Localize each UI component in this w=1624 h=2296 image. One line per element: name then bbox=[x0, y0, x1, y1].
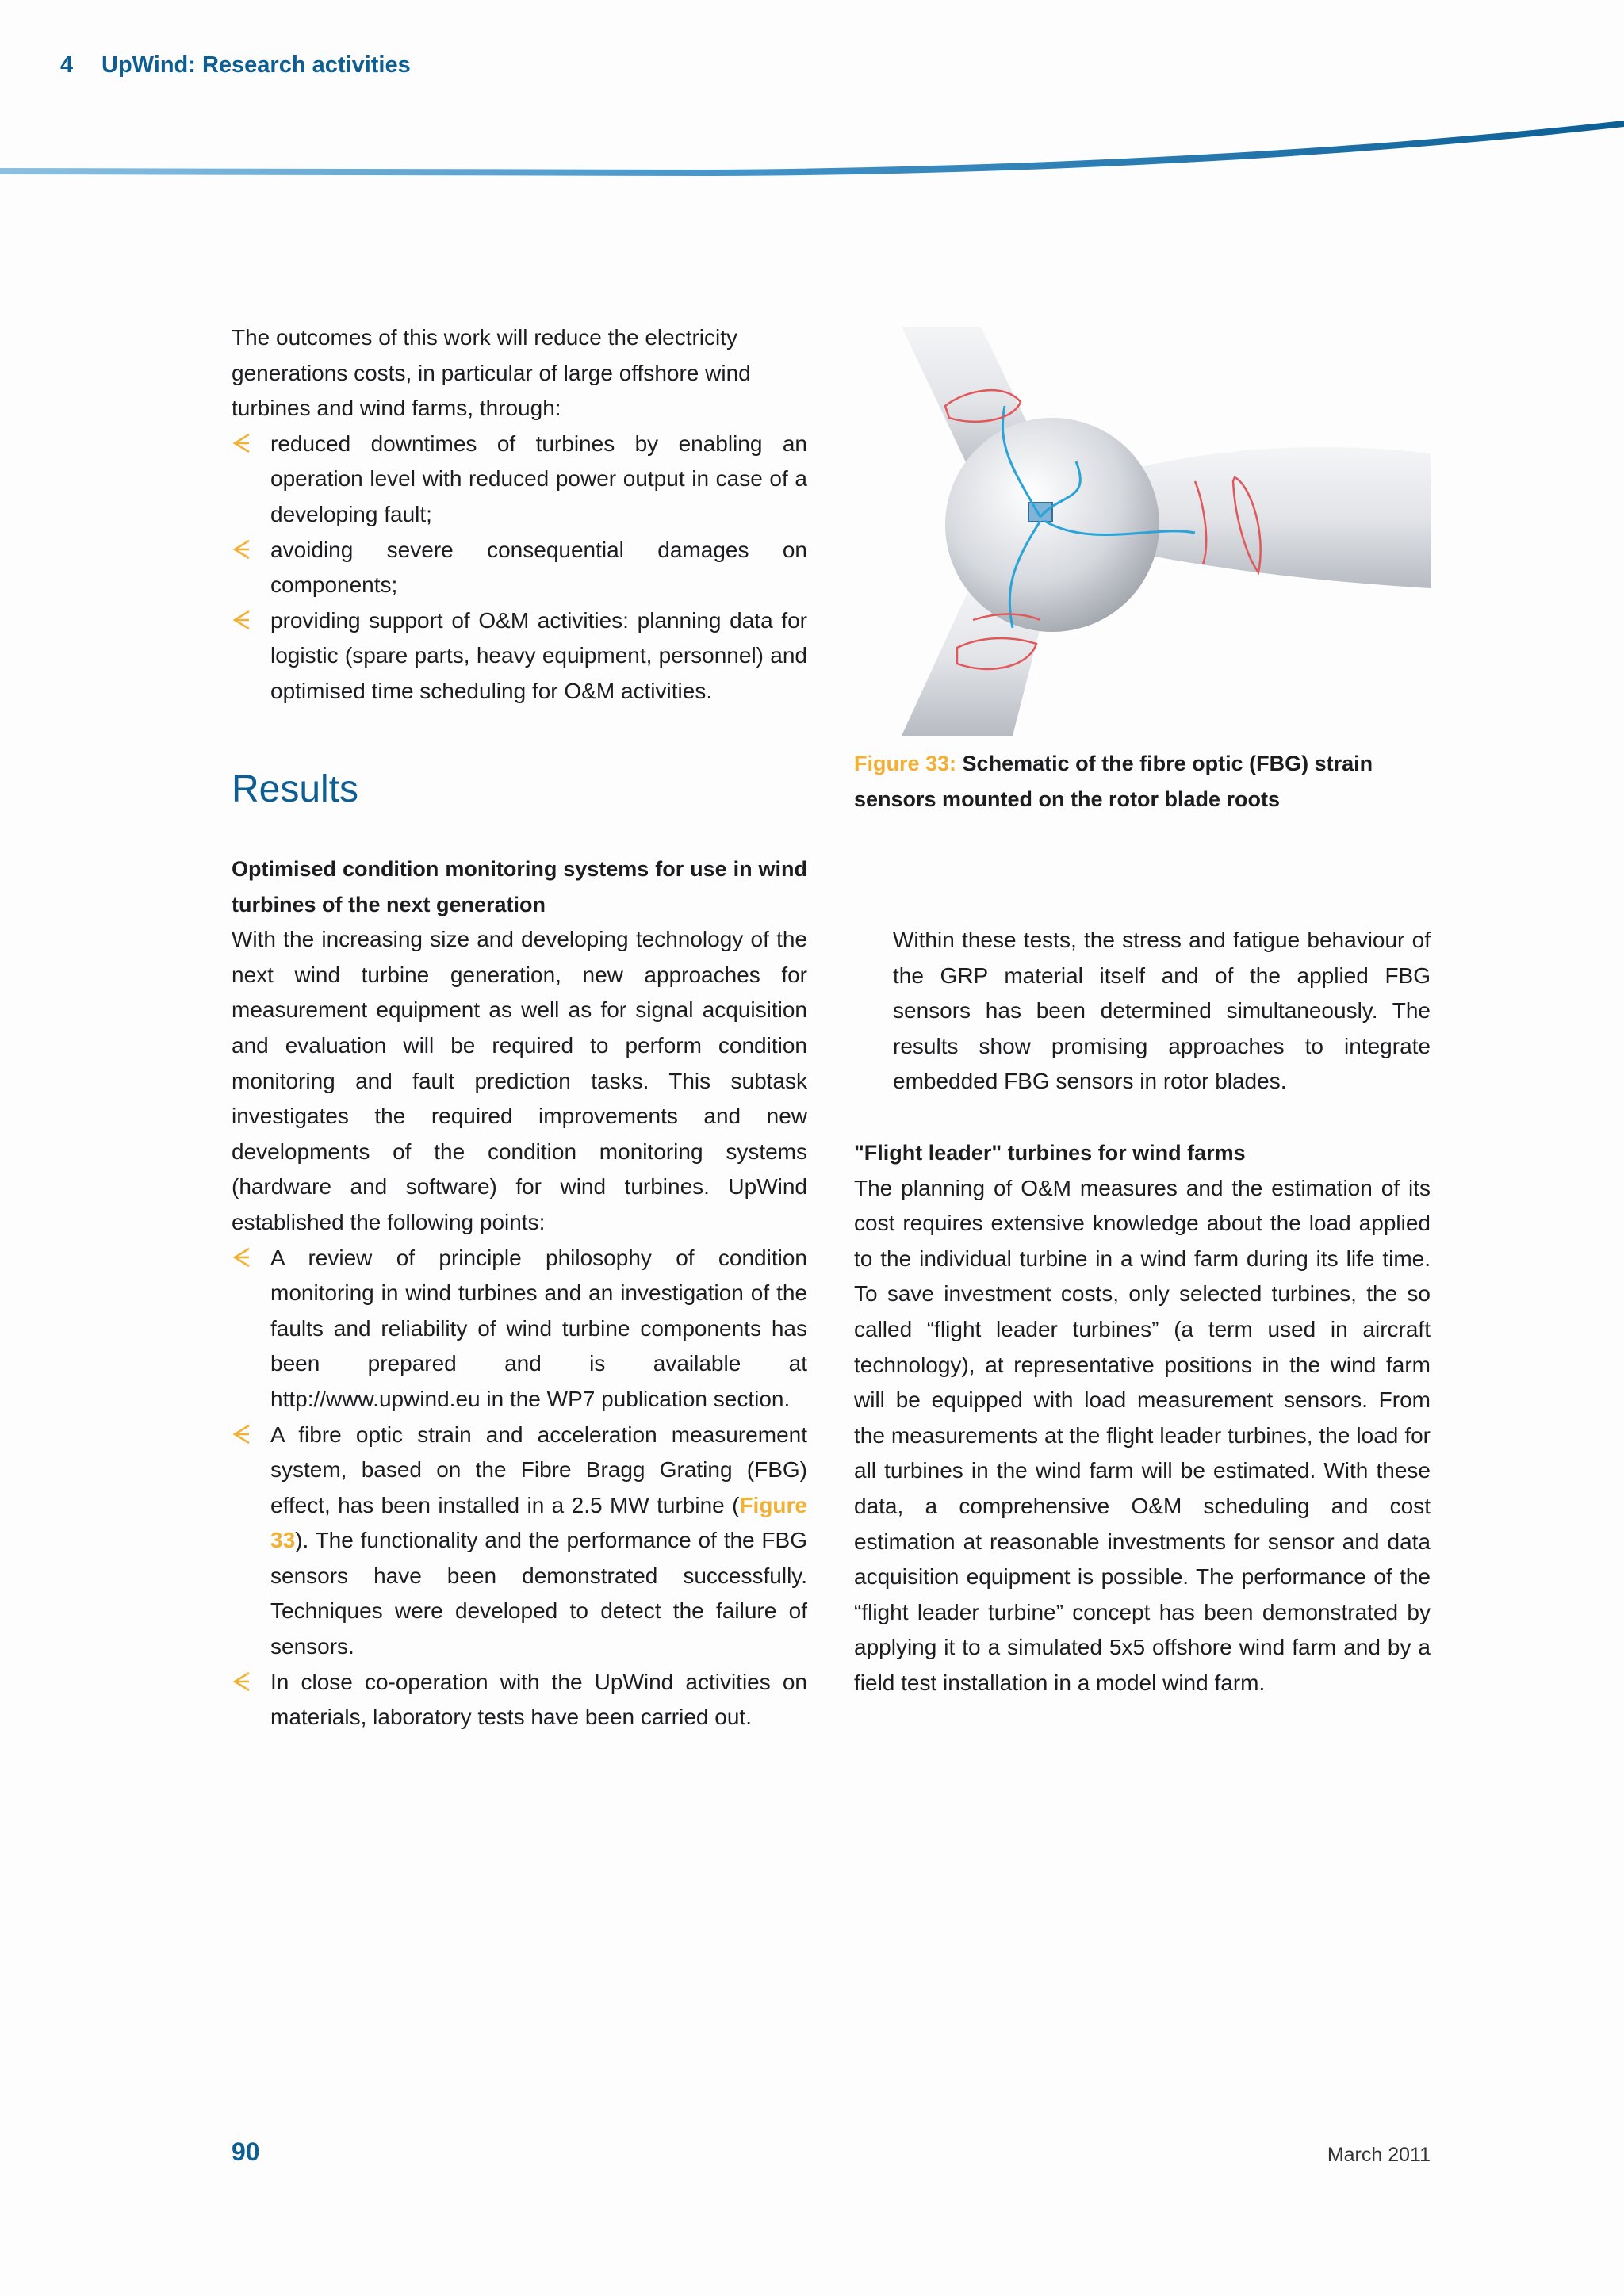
flight-leader-paragraph: The planning of O&M measures and the estimation of its cost requires extensive knowledge about the load applied to the individual turbine in a wind farm during its life time. To save investment costs, only selected turbines, the so called “flight leader turbines” (a term used in aircraft technology), at representative positions in the wind farm will be equipped with load measurement sensors. From the measurements at the flight leader turbines, the load for all turbines in the wind farm will be estimated. With these data, a comprehensive O&M scheduling and cost estimation at reasonable investments for sensor and data acquisition equipment is possible. The performance of the “flight leader turbine” concept has been demonstrated by applying it to a simulated 5x5 offshore wind farm and by a field test installation in a model wind farm. bbox=[854, 1175, 1431, 1695]
figure-caption-text: Schematic of the fibre optic (FBG) strain sensors mounted on the rotor blade roots bbox=[854, 752, 1373, 811]
results-section bbox=[232, 851, 807, 1735]
intro-section bbox=[232, 320, 807, 710]
chapter-title: UpWind: Research activities bbox=[102, 52, 411, 78]
list-item bbox=[232, 603, 807, 710]
results-heading: Results bbox=[232, 768, 359, 810]
list-item bbox=[232, 1241, 807, 1418]
bullet-text-part: A fibre optic strain and acceleration measurement system, based on the Fibre Bragg Grating (FBG) effect, has been installed in a 2.5 MW turbine ( bbox=[270, 1422, 807, 1517]
tests-paragraph: Within these tests, the stress and fatigue behaviour of the GRP material itself and of the applied FBG sensors has been determined simultaneously. The results show promising approaches to integrate embedded FBG sensors in rotor blades. bbox=[893, 928, 1431, 1094]
publication-date: March 2011 bbox=[1327, 2144, 1431, 2166]
results-subheading: Optimised condition monitoring systems for use in wind turbines of the next generation bbox=[232, 857, 807, 916]
figure-33-link[interactable]: Figure 33 bbox=[270, 1492, 807, 1553]
flight-leader-section bbox=[854, 1135, 1431, 1701]
header-swoosh bbox=[0, 111, 1624, 182]
chevron-bullet-icon bbox=[232, 433, 252, 453]
flight-leader-subheading: "Flight leader" turbines for wind farms bbox=[854, 1141, 1246, 1165]
bullet-text: A review of principle philosophy of condition monitoring in wind turbines and an investigation of the faults and reliability of wind turbine components has been prepared and is available at http://www.upwind.eu in the WP7 publication section. bbox=[270, 1245, 807, 1411]
figure-label: Figure 33: bbox=[854, 752, 957, 775]
list-item bbox=[232, 1418, 807, 1665]
turbine-hub-figure bbox=[854, 327, 1431, 736]
bullet-continuation bbox=[893, 923, 1431, 1100]
bullet-text: avoiding severe consequential damages on components; bbox=[270, 537, 807, 598]
intro-bullet-list bbox=[232, 427, 807, 710]
intro-paragraph: The outcomes of this work will reduce the electricity generations costs, in particular of large offshore wind turbines and wind farms, through: bbox=[232, 325, 751, 421]
list-item bbox=[232, 1665, 807, 1735]
bullet-text: reduced downtimes of turbines by enabling an operation level with reduced power output in case of a developing fault; bbox=[270, 430, 807, 526]
list-item bbox=[232, 533, 807, 603]
figure-caption bbox=[854, 746, 1431, 817]
bullet-text: In close co-operation with the UpWind activities on materials, laboratory tests have been carried out. bbox=[270, 1669, 807, 1730]
page-number: 90 bbox=[232, 2137, 260, 2166]
chevron-bullet-icon bbox=[232, 610, 252, 630]
chevron-bullet-icon bbox=[232, 1424, 252, 1445]
bullet-text-part: ). The functionality and the performance of the FBG sensors have been demonstrated successfully. Techniques were developed to detect the failure of sensors. bbox=[270, 1528, 807, 1659]
results-paragraph: With the increasing size and developing technology of the next wind turbine generation, new approaches for measurement equipment as well as for signal acquisition and evaluation will be required to perform condition monitoring and fault prediction tasks. This subtask investigates the required improvements and new developments of the condition monitoring systems (hardware and software) for wind turbines. UpWind established the following points: bbox=[232, 927, 807, 1234]
chevron-bullet-icon bbox=[232, 1247, 252, 1268]
chevron-bullet-icon bbox=[232, 539, 252, 560]
list-item bbox=[232, 427, 807, 533]
chapter-number: 4 bbox=[60, 52, 74, 78]
chevron-bullet-icon bbox=[232, 1671, 252, 1692]
bullet-text: providing support of O&M activities: planning data for logistic (spare parts, heavy equipment, personnel) and optimised time scheduling for O&M activities. bbox=[270, 607, 807, 703]
results-bullet-list bbox=[232, 1241, 807, 1735]
